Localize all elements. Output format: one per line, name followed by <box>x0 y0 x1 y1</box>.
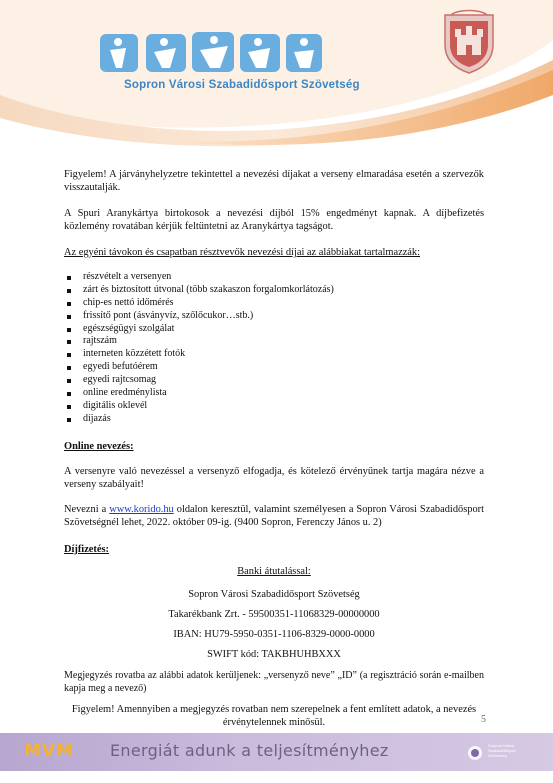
paragraph-refund: Figyelem! A járványhelyzetre tekintettel a nevezési díjakat a verseny elmaradása esetén a szervezők visszautalják. <box>64 169 484 193</box>
document-body <box>64 168 484 729</box>
fees-include-heading: Az egyéni távokon és csapatban résztvevők nevezési díjai az alábbiakat tartalmazzák: <box>64 247 421 258</box>
list-item: online eredménylista <box>64 387 484 400</box>
page-number: 5 <box>481 714 486 725</box>
bank-name: Sopron Városi Szabadidősport Szövetség <box>188 588 360 600</box>
city-crest-icon <box>443 9 495 75</box>
payment-heading: Díjfizetés: <box>64 543 109 555</box>
paragraph-payment-warning: Figyelem! Amennyiben a megjegyzés rovatban nem szerepelnek a fent említett adatok, a nevezés érvénytelennek minősül. <box>71 703 477 728</box>
bank-iban: IBAN: HU79-5950-0351-1106-8329-0000-0000 <box>173 628 375 640</box>
sponsor-banner <box>0 733 553 771</box>
fees-include-list <box>64 271 484 426</box>
list-item: rajtszám <box>64 335 484 348</box>
list-item: chip-es nettó időmérés <box>64 297 484 310</box>
page-header <box>0 0 553 150</box>
list-item: részvételt a versenyen <box>64 271 484 284</box>
online-entry-heading: Online nevezés: <box>64 440 134 452</box>
list-item: zárt és biztosított útvonal (több szakaszon forgalomkorlátozás) <box>64 284 484 297</box>
list-item: díjazás <box>64 413 484 426</box>
bank-account: Takarékbank Zrt. - 59500351-11068329-00000000 <box>168 608 380 620</box>
list-item: egyedi rajtcsomag <box>64 374 484 387</box>
bank-swift: SWIFT kód: TAKBHUHBXXX <box>207 648 341 660</box>
list-item: frissítő pont (ásványvíz, szőlőcukor…stb.) <box>64 310 484 323</box>
paragraph-entry-info: Nevezni a www.korido.hu oldalon keresztül, valamint személyesen a Sopron Városi Szabadidősport Szövetségnél lehet, 2022. október 09-ig. (9400 Sopron, Ferenczy János u. 2) <box>64 503 484 528</box>
list-item: digitális oklevél <box>64 400 484 413</box>
paragraph-gold-card: A Spuri Aranykártya birtokosok a nevezési díjból 15% engedményt kapnak. A díjbefizetés közlemény rovatában kérjük feltüntetni az Aranykártya tagságot. <box>64 208 484 232</box>
sponsor-slogan: Energiát adunk a teljesítményhez <box>110 741 389 760</box>
org-mini-logo-text: Soproni Városi Szabadidősport Szövetség <box>488 743 516 758</box>
list-item: interneten közzétett fotók <box>64 348 484 361</box>
org-name-logo: Sopron Városi Szabadidősport Szövetség <box>124 79 360 91</box>
paragraph-payment-note: Megjegyzés rovatba az alábbi adatok kerüljenek: „versenyző neve” „ID” (a regisztráció során e-mailben kapja meg a nevező) <box>64 669 484 694</box>
list-item: egyedi befutóérem <box>64 361 484 374</box>
sport-figures-graphic <box>96 28 326 78</box>
list-item: egészségügyi szolgálat <box>64 323 484 336</box>
paragraph-rules-acceptance: A versenyre való nevezéssel a versenyző elfogadja, és kötelező érvényűnek tartja magára nézve a verseny szabályait! <box>64 465 484 490</box>
mvm-logo: MVM <box>24 741 74 761</box>
korido-link[interactable]: www.korido.hu <box>109 503 174 515</box>
bank-transfer-heading: Banki átutalással: <box>237 565 311 577</box>
